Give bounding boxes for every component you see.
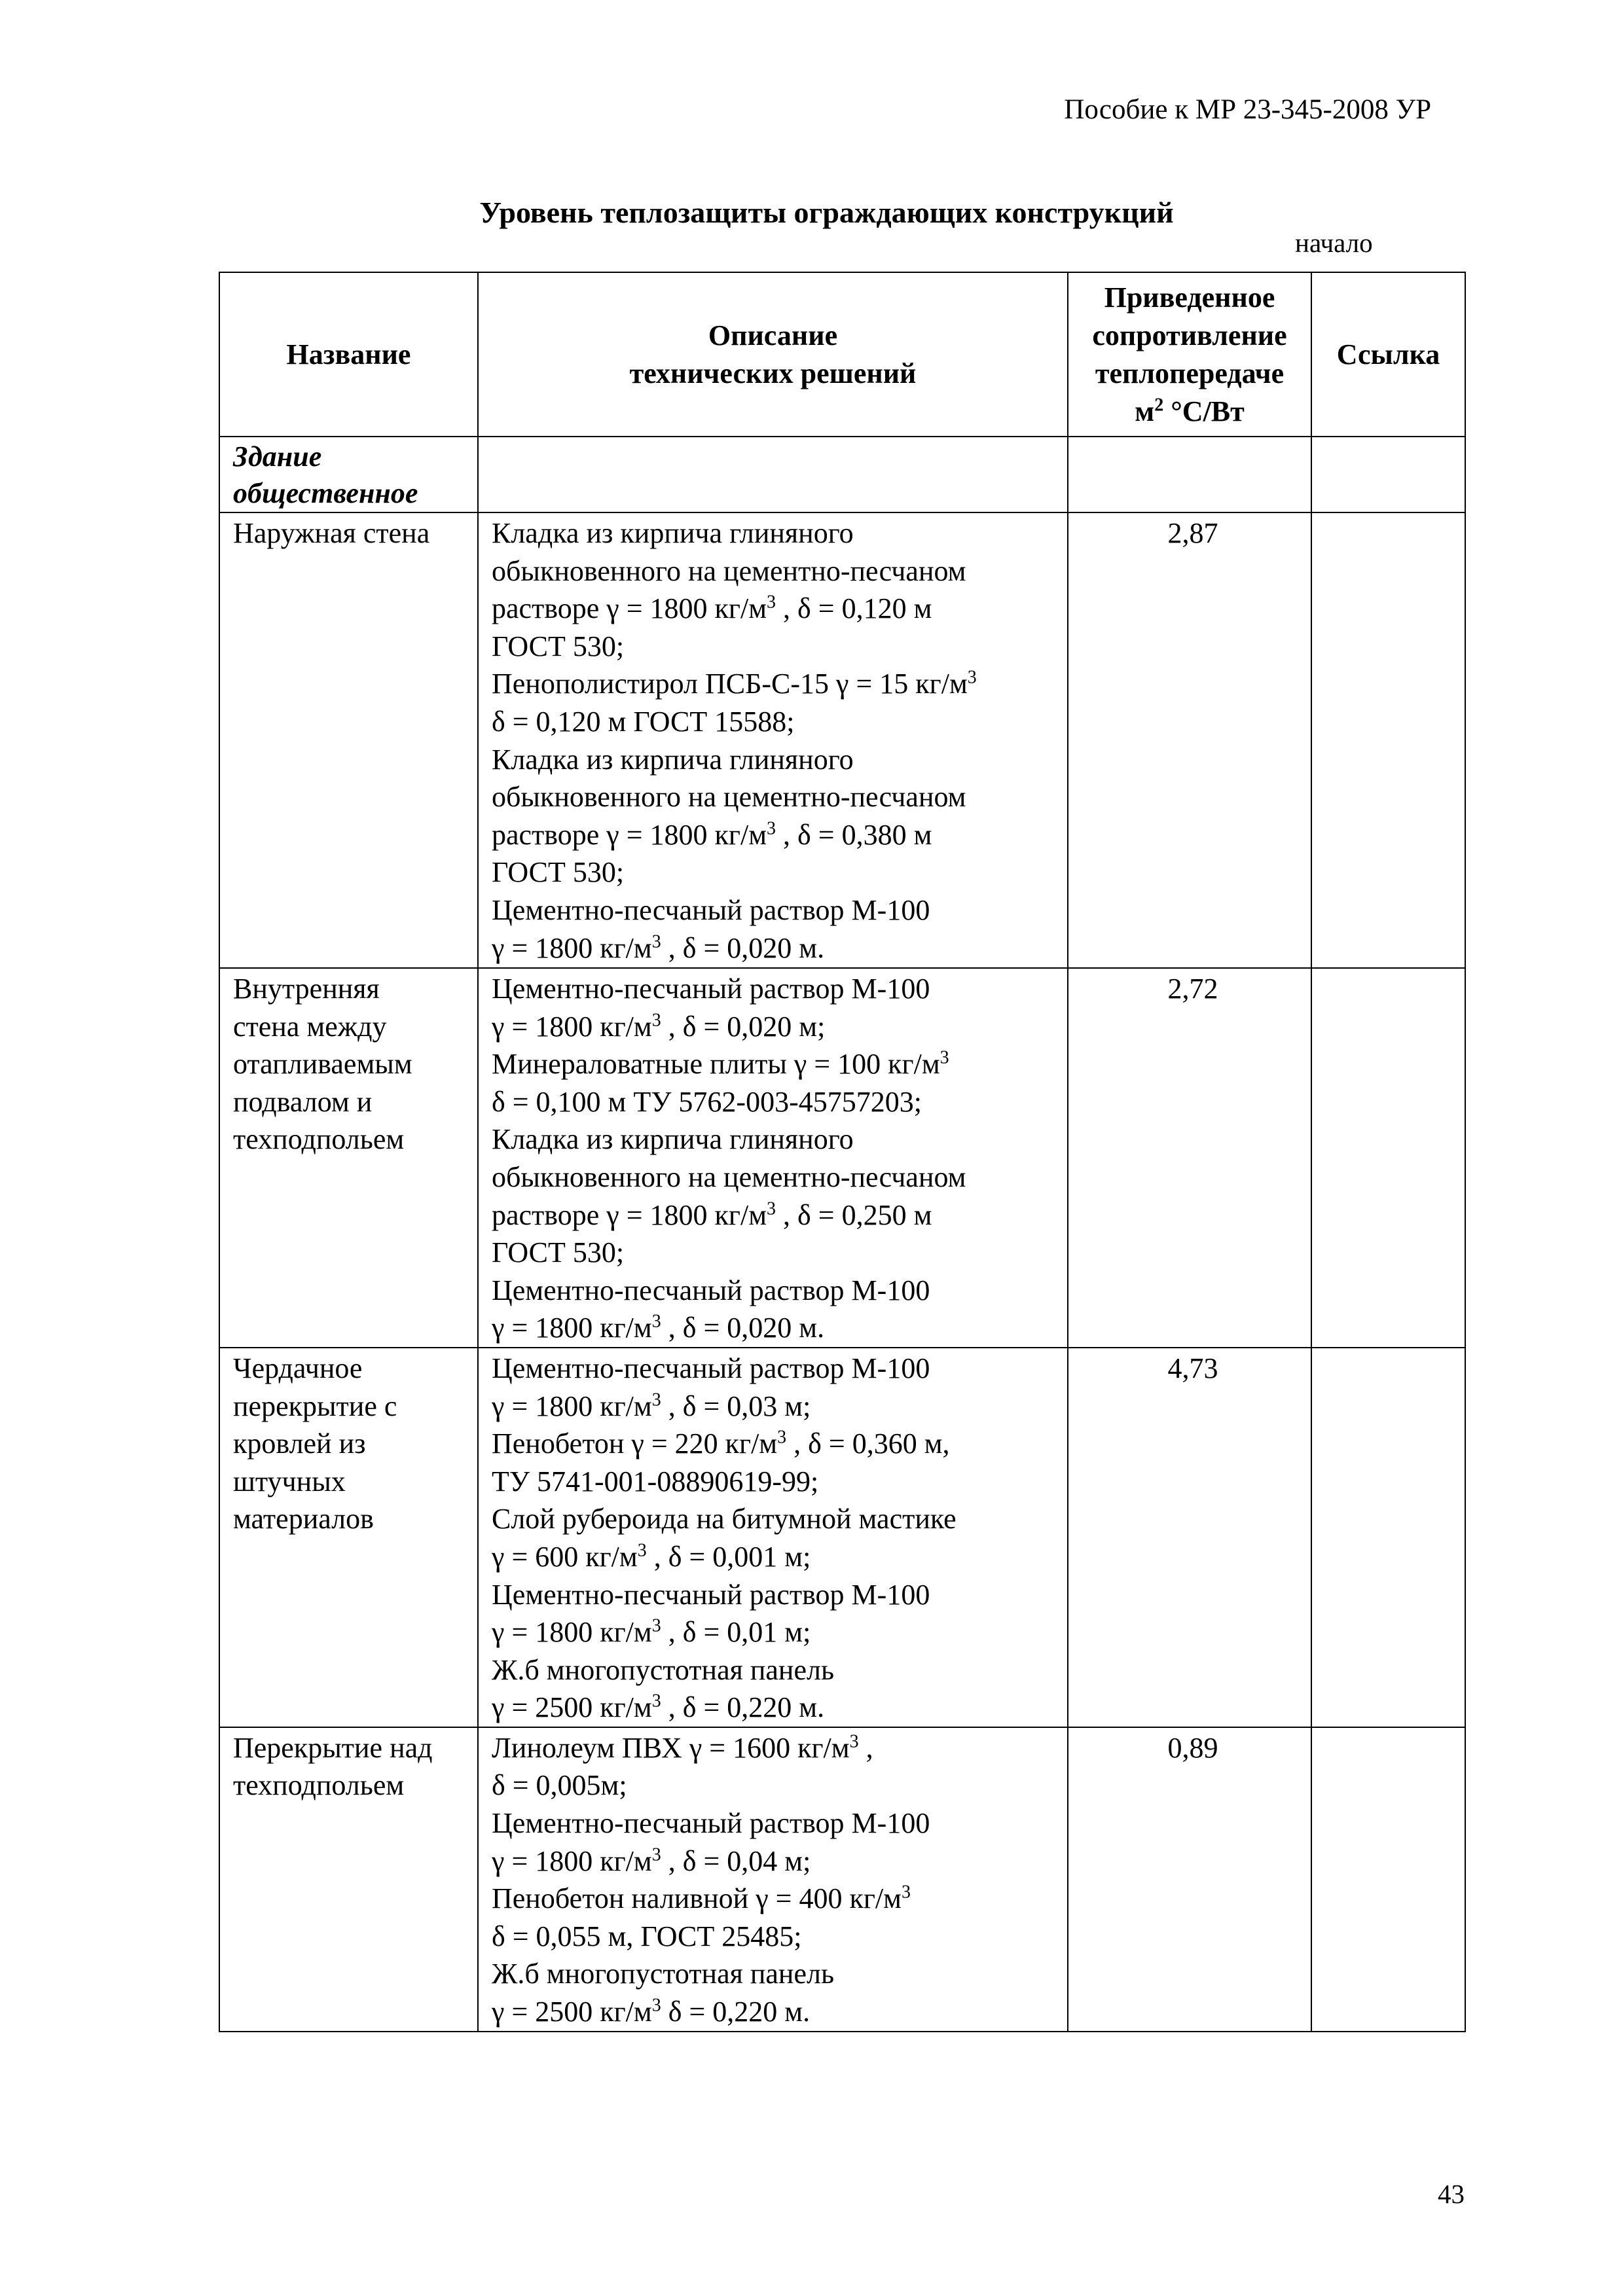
description-line — [492, 891, 1061, 929]
row-name-cell — [219, 968, 478, 1348]
description-text: Кладка из кирпича глиняного — [492, 743, 854, 776]
description-line — [492, 1651, 1061, 1689]
description-text: δ = 0,120 м ГОСТ 15588; — [492, 705, 795, 738]
description-text: δ = 0,100 м ТУ 5762-003-45757203; — [492, 1085, 922, 1118]
description-text: Цементно-песчаный раствор М-100 — [492, 1352, 930, 1384]
description-text: γ = 1800 кг/м — [492, 1010, 652, 1043]
column-header-description — [478, 272, 1068, 437]
row-value-cell: 4,73 — [1068, 1348, 1311, 1727]
row-name-cell — [219, 1348, 478, 1727]
table-header-row — [219, 272, 1465, 437]
description-text: растворе γ = 1800 кг/м — [492, 1198, 767, 1231]
description-line — [492, 853, 1061, 891]
description-text: γ = 2500 кг/м — [492, 1691, 652, 1724]
column-header-resistance-unit — [1071, 393, 1308, 431]
description-line — [492, 703, 1061, 741]
description-line — [492, 1008, 1061, 1046]
row-value-cell: 2,87 — [1068, 512, 1311, 968]
description-line — [492, 1538, 1061, 1576]
unit-exponent: 3 — [637, 1540, 647, 1561]
table-row — [219, 1727, 1465, 2032]
unit-exponent: 3 — [651, 1311, 661, 1332]
description-text: γ = 1800 кг/м — [492, 1616, 652, 1649]
description-line — [492, 1767, 1061, 1804]
row-name-line: кровлей из — [233, 1427, 366, 1460]
description-line — [492, 929, 1061, 967]
row-reference-cell — [1311, 1727, 1465, 2032]
description-text-tail: , δ = 0,001 м; — [646, 1540, 811, 1573]
group-label-cell — [219, 437, 478, 512]
description-text-tail: , δ = 0,020 м; — [661, 1010, 826, 1043]
column-header-resistance — [1068, 272, 1311, 437]
description-text: γ = 600 кг/м — [492, 1540, 638, 1573]
description-text: Цементно-песчаный раствор М-100 — [492, 1274, 930, 1306]
row-reference-cell — [1311, 512, 1465, 968]
column-header-description-line1: Описание — [708, 319, 838, 351]
description-text: Цементно-песчаный раствор М-100 — [492, 1578, 930, 1611]
description-text: Пенобетон наливной γ = 400 кг/м — [492, 1882, 902, 1915]
unit-base: м — [1135, 395, 1155, 427]
description-text-tail: , δ = 0,04 м; — [661, 1844, 811, 1877]
description-text: ГОСТ 530; — [492, 856, 625, 889]
description-text: ГОСТ 530; — [492, 1236, 625, 1269]
row-name-line: Перекрытие над — [233, 1731, 433, 1764]
row-name-line: техподпольем — [233, 1123, 405, 1156]
description-line — [492, 1234, 1061, 1272]
description-text-tail: , δ = 0,120 м — [776, 592, 932, 625]
unit-exponent: 2 — [1154, 394, 1164, 415]
description-line — [492, 1955, 1061, 1993]
description-line — [492, 590, 1061, 628]
description-line — [492, 1425, 1061, 1463]
row-name-line: Наружная стена — [233, 517, 430, 549]
description-text: Цементно-песчаный раствор М-100 — [492, 893, 930, 926]
description-text-tail: , δ = 0,01 м; — [661, 1616, 811, 1649]
description-line — [492, 1842, 1061, 1880]
description-text: обыкновенного на цементно-песчаном — [492, 781, 966, 814]
table-row — [219, 968, 1465, 1348]
description-line — [492, 1576, 1061, 1614]
group-empty-cell — [478, 437, 1068, 512]
page-number: 43 — [1438, 2179, 1465, 2209]
description-text: Слой рубероида на битумной мастике — [492, 1503, 957, 1535]
row-value-cell: 2,72 — [1068, 968, 1311, 1348]
description-text-tail: , δ = 0,360 м, — [786, 1427, 950, 1460]
row-name-cell — [219, 1727, 478, 2032]
description-text: Ж.б многопустотная панель — [492, 1958, 835, 1990]
unit-exponent: 3 — [651, 1615, 661, 1636]
description-text: растворе γ = 1800 кг/м — [492, 592, 767, 625]
description-text-tail: , δ = 0,020 м. — [661, 1312, 825, 1344]
column-header-resistance-line3: теплопередаче — [1095, 357, 1285, 389]
description-text-tail: , δ = 0,220 м. — [661, 1691, 825, 1724]
description-line — [492, 628, 1061, 666]
description-text: Цементно-песчаный раствор М-100 — [492, 1807, 930, 1840]
description-text-tail: , δ = 0,380 м — [776, 818, 932, 851]
row-reference-cell — [1311, 968, 1465, 1348]
description-line — [492, 1463, 1061, 1501]
column-header-name: Название — [219, 272, 478, 437]
description-text: γ = 2500 кг/м — [492, 1996, 652, 2028]
description-text: γ = 1800 кг/м — [492, 1390, 652, 1422]
unit-exponent: 3 — [651, 1389, 661, 1410]
description-line — [492, 1880, 1061, 1918]
description-text: Пенобетон γ = 220 кг/м — [492, 1427, 778, 1460]
description-text: обыкновенного на цементно-песчаном — [492, 1160, 966, 1193]
description-line — [492, 552, 1061, 590]
description-text: обыкновенного на цементно-песчаном — [492, 554, 966, 587]
description-text-tail: , — [858, 1731, 873, 1764]
unit-rest: °С/Вт — [1163, 395, 1245, 427]
unit-exponent: 3 — [939, 1047, 949, 1068]
description-line — [492, 1158, 1061, 1196]
row-name-line: перекрытие с — [233, 1390, 397, 1422]
description-line — [492, 1045, 1061, 1083]
row-description-cell — [478, 1727, 1068, 2032]
row-name-line: Чердачное — [233, 1352, 363, 1384]
table-row — [219, 1348, 1465, 1727]
description-text: растворе γ = 1800 кг/м — [492, 818, 767, 851]
description-line — [492, 1613, 1061, 1651]
column-header-description-line2: технических решений — [629, 357, 917, 389]
unit-exponent: 3 — [967, 667, 977, 688]
unit-exponent: 3 — [849, 1731, 859, 1752]
row-name-line: материалов — [233, 1503, 374, 1535]
description-text: γ = 1800 кг/м — [492, 1312, 652, 1344]
row-name-line: штучных — [233, 1465, 346, 1498]
unit-exponent: 3 — [651, 1844, 661, 1865]
description-text: ТУ 5741-001-08890619-99; — [492, 1465, 819, 1498]
description-text-tail: , δ = 0,020 м. — [661, 931, 825, 964]
unit-exponent: 3 — [651, 931, 661, 952]
description-text: δ = 0,005м; — [492, 1769, 627, 1802]
group-empty-cell — [1311, 437, 1465, 512]
description-line — [492, 1729, 1061, 1767]
row-name-line: техподпольем — [233, 1769, 405, 1802]
row-reference-cell — [1311, 1348, 1465, 1727]
document-reference: Пособие к МР 23-345-2008 УР — [1064, 94, 1431, 125]
description-text: Пенополистирол ПСБ-С-15 γ = 15 кг/м — [492, 668, 968, 700]
table-row — [219, 512, 1465, 968]
description-line — [492, 1689, 1061, 1727]
row-name-line: стена между — [233, 1010, 387, 1043]
column-header-resistance-line1: Приведенное — [1104, 281, 1275, 314]
description-text: Линолеум ПВХ γ = 1600 кг/м — [492, 1731, 850, 1764]
unit-exponent: 3 — [777, 1427, 787, 1448]
description-line — [492, 970, 1061, 1008]
description-line — [492, 1083, 1061, 1121]
description-line — [492, 1350, 1061, 1388]
unit-exponent: 3 — [651, 1995, 661, 2016]
unit-exponent: 3 — [651, 1691, 661, 1712]
description-line — [492, 665, 1061, 703]
description-text: ГОСТ 530; — [492, 630, 625, 662]
thermal-protection-table — [219, 272, 1466, 2032]
description-line — [492, 816, 1061, 854]
description-text: δ = 0,055 м, ГОСТ 25485; — [492, 1920, 802, 1952]
table-continuation-note: начало — [1295, 228, 1373, 258]
unit-exponent: 3 — [651, 1009, 661, 1030]
row-value-cell: 0,89 — [1068, 1727, 1311, 2032]
table-group-row — [219, 437, 1465, 512]
group-label-line2: общественное — [233, 477, 418, 509]
row-description-cell — [478, 1348, 1068, 1727]
column-header-reference: Ссылка — [1311, 272, 1465, 437]
unit-exponent: 3 — [767, 818, 776, 839]
description-line — [492, 1272, 1061, 1310]
description-text: Кладка из кирпича глиняного — [492, 1123, 854, 1156]
row-name-line: отапливаемым — [233, 1048, 412, 1081]
description-text: γ = 1800 кг/м — [492, 931, 652, 964]
description-line — [492, 1918, 1061, 1956]
description-text: γ = 1800 кг/м — [492, 1844, 652, 1877]
description-text-tail: , δ = 0,250 м — [776, 1198, 932, 1231]
group-empty-cell — [1068, 437, 1311, 512]
row-name-line: Внутренняя — [233, 973, 380, 1005]
description-line — [492, 1388, 1061, 1426]
description-line — [492, 514, 1061, 552]
column-header-resistance-line2: сопротивление — [1092, 319, 1287, 351]
unit-exponent: 3 — [767, 592, 776, 613]
description-line — [492, 1804, 1061, 1842]
description-text-tail: , δ = 0,03 м; — [661, 1390, 811, 1422]
row-name-cell — [219, 512, 478, 968]
description-line — [492, 778, 1061, 816]
description-line — [492, 1121, 1061, 1158]
description-text-tail: δ = 0,220 м. — [661, 1996, 811, 2028]
row-name-line: подвалом и — [233, 1085, 373, 1118]
description-text: Цементно-песчаный раствор М-100 — [492, 973, 930, 1005]
description-line — [492, 1196, 1061, 1234]
group-label-line1: Здание — [233, 440, 322, 473]
row-description-cell — [478, 512, 1068, 968]
unit-exponent: 3 — [767, 1198, 776, 1219]
description-line — [492, 1500, 1061, 1538]
description-text: Минераловатные плиты γ = 100 кг/м — [492, 1048, 940, 1081]
description-text: Ж.б многопустотная панель — [492, 1653, 835, 1686]
description-line — [492, 1309, 1061, 1347]
description-text: Кладка из кирпича глиняного — [492, 517, 854, 549]
unit-exponent: 3 — [901, 1882, 911, 1903]
description-line — [492, 1993, 1061, 2031]
row-description-cell — [478, 968, 1068, 1348]
description-line — [492, 741, 1061, 779]
page-title: Уровень теплозащиты ограждающих конструкций — [479, 196, 1174, 229]
